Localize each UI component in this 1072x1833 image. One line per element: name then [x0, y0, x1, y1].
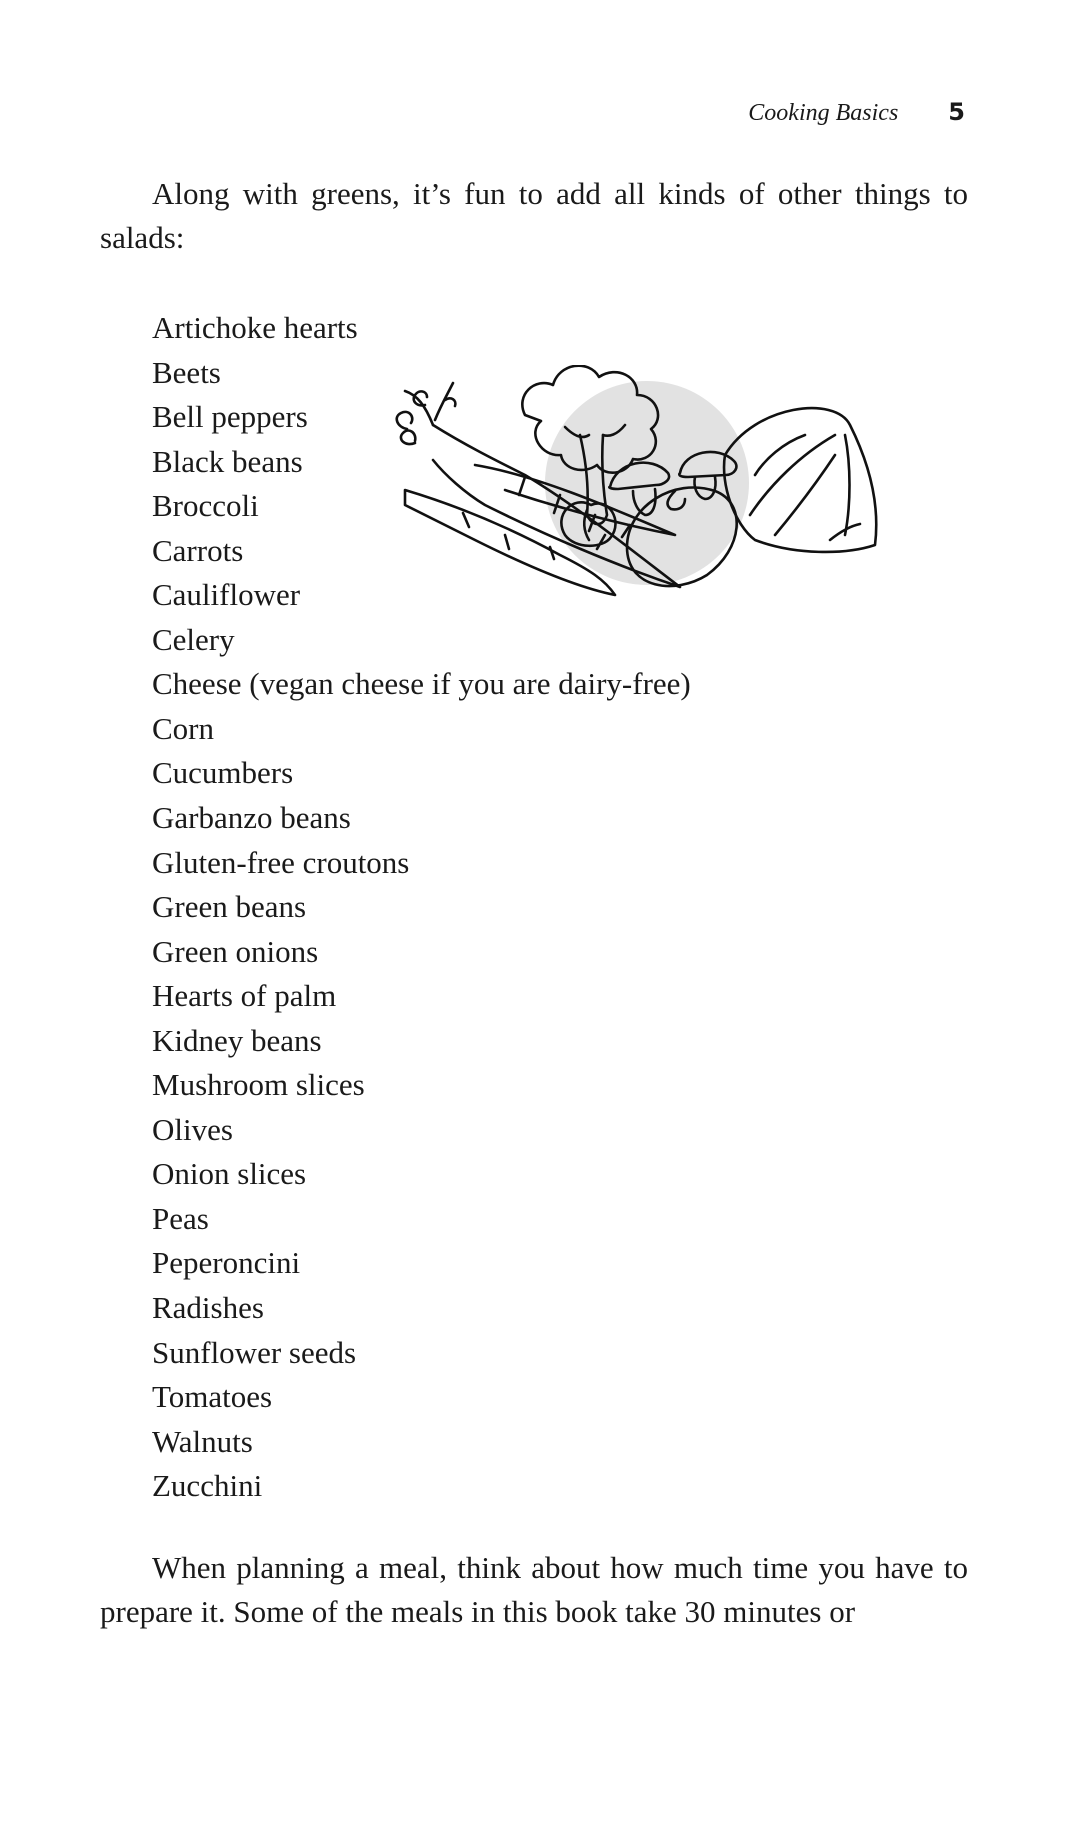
list-item: Hearts of palm [152, 978, 337, 1014]
list-item: Green beans [152, 889, 307, 925]
list-item: Bell peppers [152, 399, 308, 435]
list-item: Olives [152, 1111, 233, 1147]
list-item: Radishes [152, 1290, 264, 1326]
list-item: Celery [152, 621, 235, 657]
list-item: Beets [152, 354, 221, 390]
closing-paragraph [100, 1546, 968, 1634]
vegetables-illustration [375, 365, 975, 635]
list-item: Cheese (vegan cheese if you are dairy-free) [152, 666, 691, 702]
intro-text: Along with greens, it’s fun to add all kinds of other things to salads: [100, 176, 968, 255]
page-number: 5 [948, 98, 965, 126]
list-item: Peas [152, 1200, 209, 1236]
list-item: Cucumbers [152, 755, 294, 791]
list-item: Tomatoes [152, 1379, 273, 1415]
intro-paragraph [100, 172, 968, 260]
background-circle [545, 381, 749, 585]
running-header [748, 98, 965, 127]
section-title: Cooking Basics [748, 100, 899, 126]
list-item: Carrots [152, 532, 244, 568]
list-item: Sunflower seeds [152, 1334, 357, 1370]
list-item: Walnuts [152, 1423, 253, 1459]
carrot-tops-drawing [397, 383, 456, 444]
list-item: Black beans [152, 443, 303, 479]
list-item: Broccoli [152, 488, 259, 524]
list-item: Gluten-free croutons [152, 844, 410, 880]
list-item: Zucchini [152, 1468, 263, 1504]
list-item: Kidney beans [152, 1022, 322, 1058]
list-item: Corn [152, 710, 214, 746]
list-item: Mushroom slices [152, 1067, 365, 1103]
list-item: Onion slices [152, 1156, 307, 1192]
list-item: Green onions [152, 933, 319, 969]
list-item: Cauliflower [152, 577, 301, 613]
list-item: Garbanzo beans [152, 800, 351, 836]
list-item: Artichoke hearts [152, 310, 358, 345]
list-item: Peperoncini [152, 1245, 301, 1281]
closing-text: When planning a meal, think about how much time you have to prepare it. Some of the meals in this book take 30 minutes or [100, 1550, 968, 1629]
